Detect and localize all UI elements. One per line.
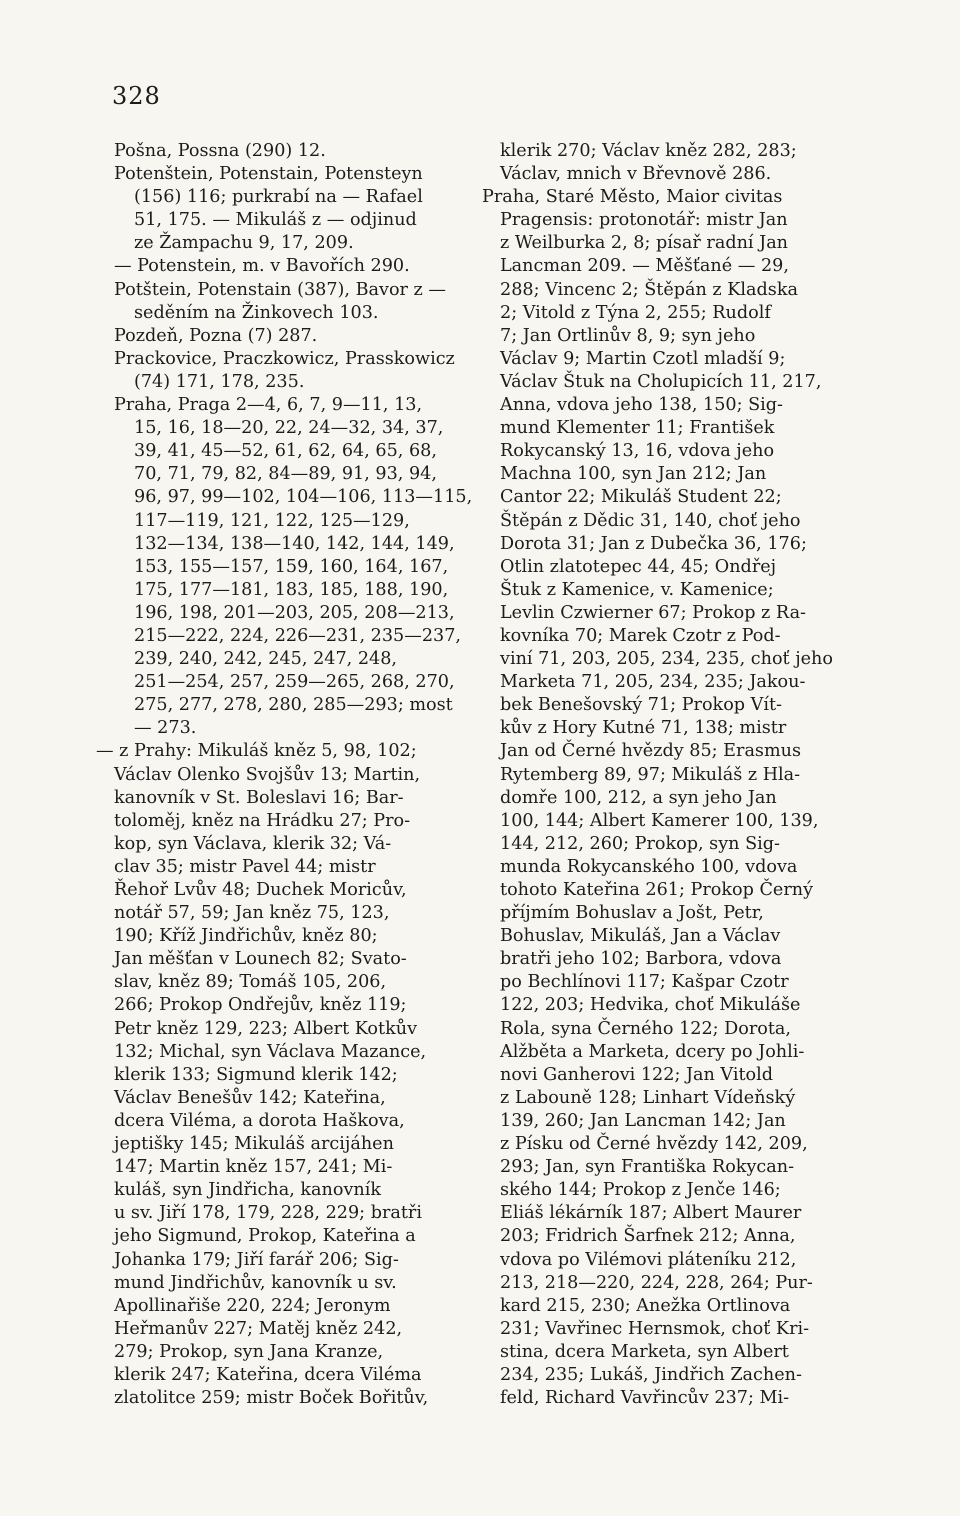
left-column-line: Jan měšťan v Lounech 82; Svato- xyxy=(114,949,407,970)
left-column-line: u sv. Jiří 178, 179, 228, 229; bratři xyxy=(114,1203,422,1224)
left-column-line: mund Jindřichův, kanovník u sv. xyxy=(114,1272,397,1293)
right-column-line: domře 100, 212, a syn jeho Jan xyxy=(500,787,777,808)
left-column-line: 132; Michal, syn Václava Mazance, xyxy=(114,1041,427,1062)
right-column-line: Anna, vdova jeho 138, 150; Sig- xyxy=(500,395,783,416)
right-column-line: kard 215, 230; Anežka Ortlinova xyxy=(500,1295,791,1316)
right-column-line: Rytemberg 89, 97; Mikuláš z Hla- xyxy=(500,764,801,785)
left-column-line: Petr kněz 129, 223; Albert Kotkův xyxy=(114,1018,418,1039)
left-column-line: notář 57, 59; Jan kněz 75, 123, xyxy=(114,903,390,924)
left-column xyxy=(96,140,473,1410)
left-column-line: — z Prahy: Mikuláš kněz 5, 98, 102; xyxy=(96,741,417,762)
left-column-line: Potštein, Potenstain (387), Bavor z — xyxy=(114,279,447,300)
right-column-line: Praha, Staré Město, Maior civitas xyxy=(482,187,783,208)
right-column-line: 293; Jan, syn Františka Rokycan- xyxy=(500,1157,795,1178)
right-column-line: mund Klementer 11; František xyxy=(500,418,775,439)
left-column-line: 239, 240, 242, 245, 247, 248, xyxy=(134,649,398,670)
right-column-line: Václav, mnich v Břevnově 286. xyxy=(500,164,772,185)
right-column-line: klerik 270; Václav kněz 282, 283; xyxy=(500,141,797,161)
left-column-line: 39, 41, 45—52, 61, 62, 64, 65, 68, xyxy=(134,441,437,462)
right-column-line: vdova po Vilémovi pláteníku 212, xyxy=(500,1249,797,1270)
left-column-line: Václav Olenko Svojšův 13; Martin, xyxy=(114,764,421,785)
left-column-line: kanovník v St. Boleslavi 16; Bar- xyxy=(114,787,404,808)
right-column-line: feld, Richard Vavřincův 237; Mi- xyxy=(500,1388,790,1409)
left-column-line: (156) 116; purkrabí na — Rafael xyxy=(134,187,423,208)
right-column-line: 144, 212, 260; Prokop, syn Sig- xyxy=(500,833,780,854)
left-column-line: 215—222, 224, 226—231, 235—237, xyxy=(134,625,461,646)
left-column-line: 196, 198, 201—203, 205, 208—213, xyxy=(134,602,455,623)
right-column-line: Václav 9; Martin Czotl mladší 9; xyxy=(500,348,786,369)
left-column-line: toloměj, kněz na Hrádku 27; Pro- xyxy=(114,810,411,831)
left-column-line: klerik 133; Sigmund klerik 142; xyxy=(114,1064,398,1085)
right-column-line: Marketa 71, 205, 234, 235; Jakou- xyxy=(500,672,806,693)
left-column-line: Apollinařiše 220, 224; Jeronym xyxy=(114,1295,391,1316)
left-column-line: Prackovice, Praczkowicz, Prasskowicz xyxy=(114,348,455,369)
right-column-line: 234, 235; Lukáš, Jindřich Zachen- xyxy=(500,1364,802,1385)
right-column-line: 231; Vavřinec Hernsmok, choť Kri- xyxy=(500,1318,810,1339)
left-column-line: 153, 155—157, 159, 160, 164, 167, xyxy=(134,556,449,577)
right-column-line: z Písku od Černé hvězdy 142, 209, xyxy=(500,1134,808,1155)
right-column-line: 100, 144; Albert Kamerer 100, 139, xyxy=(500,810,819,831)
left-column-line: jeptišky 145; Mikuláš arcijáhen xyxy=(114,1134,394,1155)
right-column-line: 122, 203; Hedvika, choť Mikuláše xyxy=(500,995,801,1016)
left-column-line: kop, syn Václava, klerik 32; Vá- xyxy=(114,833,392,854)
left-column-line: Johanka 179; Jiří farář 206; Sig- xyxy=(114,1249,399,1270)
right-column-line: 139, 260; Jan Lancman 142; Jan xyxy=(500,1110,786,1131)
left-column-line: 279; Prokop, syn Jana Kranze, xyxy=(114,1341,384,1362)
left-column-line: kuláš, syn Jindřicha, kanovník xyxy=(114,1180,382,1201)
right-column-line: viní 71, 203, 205, 234, 235, choť jeho xyxy=(500,649,833,670)
right-column-line: 213, 218—220, 224, 228, 264; Pur- xyxy=(500,1272,813,1293)
left-column-line: klerik 247; Kateřina, dcera Viléma xyxy=(114,1364,422,1385)
right-column-line: po Bechlínovi 117; Kašpar Czotr xyxy=(500,972,789,993)
right-column-line: Otlin zlatotepec 44, 45; Ondřej xyxy=(500,556,777,577)
right-column-line: příjmím Bohuslav a Jošt, Petr, xyxy=(500,903,764,924)
left-column-line: 147; Martin kněz 157, 241; Mi- xyxy=(114,1157,393,1178)
left-column-line: Pozdeň, Pozna (7) 287. xyxy=(114,325,318,346)
right-column-line: Štuk z Kamenice, v. Kamenice; xyxy=(500,579,774,600)
right-column-line: Bohuslav, Mikuláš, Jan a Václav xyxy=(500,926,781,947)
right-column-line: munda Rokycanského 100, vdova xyxy=(500,856,798,877)
left-column-line: Potenštein, Potenstain, Potensteyn xyxy=(114,164,423,185)
right-column-line: Pragensis: protonotář: mistr Jan xyxy=(500,210,788,231)
right-column-line: Cantor 22; Mikuláš Student 22; xyxy=(500,487,782,508)
right-column-line: Dorota 31; Jan z Dubečka 36, 176; xyxy=(500,533,807,554)
left-column-line: 70, 71, 79, 82, 84—89, 91, 93, 94, xyxy=(134,464,437,485)
left-column-line: — Potenstein, m. v Bavořích 290. xyxy=(114,256,410,277)
right-column-line: z Weilburka 2, 8; písař radní Jan xyxy=(500,233,789,254)
right-column-line: tohoto Kateřina 261; Prokop Černý xyxy=(500,880,814,900)
right-column-line: kův z Hory Kutné 71, 138; mistr xyxy=(500,718,787,739)
left-column-line: 175, 177—181, 183, 185, 188, 190, xyxy=(134,579,449,600)
left-column-line: — 273. xyxy=(134,718,197,739)
right-column-line: z Labouně 128; Linhart Vídeňský xyxy=(500,1087,796,1108)
right-column-line: bek Benešovský 71; Prokop Vít- xyxy=(500,695,782,716)
right-column-line: Jan od Černé hvězdy 85; Erasmus xyxy=(500,741,802,762)
right-column-line: 2; Vitold z Týna 2, 255; Rudolf xyxy=(500,302,771,323)
right-column-line: Machna 100, syn Jan 212; Jan xyxy=(500,464,767,485)
right-column-line: novi Ganherovi 122; Jan Vitold xyxy=(500,1064,774,1085)
right-column-line: kovníka 70; Marek Czotr z Pod- xyxy=(500,625,781,646)
left-column-line: Řehoř Lvův 48; Duchek Moricův, xyxy=(114,880,407,900)
right-column-line: Alžběta a Marketa, dcery po Johli- xyxy=(500,1041,805,1062)
left-column-line: Heřmanův 227; Matěj kněz 242, xyxy=(114,1318,403,1339)
left-column-line: 15, 16, 18—20, 22, 24—32, 34, 37, xyxy=(134,418,444,439)
left-column-line: Praha, Praga 2—4, 6, 7, 9—11, 13, xyxy=(114,395,423,416)
left-column-line: clav 35; mistr Pavel 44; mistr xyxy=(114,856,376,877)
right-column-line: Levlin Czwierner 67; Prokop z Ra- xyxy=(500,602,807,623)
left-column-line: Václav Benešův 142; Kateřina, xyxy=(114,1087,386,1108)
right-column-line: Rola, syna Černého 122; Dorota, xyxy=(500,1018,792,1039)
right-column-line: ského 144; Prokop z Jenče 146; xyxy=(500,1180,781,1201)
right-column-line: bratři jeho 102; Barbora, vdova xyxy=(500,949,782,970)
left-column-line: 132—134, 138—140, 142, 144, 149, xyxy=(134,533,455,554)
left-column-line: ze Žampachu 9, 17, 209. xyxy=(134,233,354,254)
left-column-line: 117—119, 121, 122, 125—129, xyxy=(134,510,410,531)
left-column-line: dcera Viléma, a dorota Haškova, xyxy=(114,1110,405,1131)
left-column-line: (74) 171, 178, 235. xyxy=(134,371,305,392)
right-column-line: Rokycanský 13, 16, vdova jeho xyxy=(500,441,775,462)
left-column-line: 275, 277, 278, 280, 285—293; most xyxy=(134,695,453,716)
left-column-line: 51, 175. — Mikuláš z — odjinud xyxy=(134,210,417,231)
left-column-line: jeho Sigmund, Prokop, Kateřina a xyxy=(114,1226,416,1247)
right-column xyxy=(482,140,833,1410)
left-column-line: 190; Kříž Jindřichův, kněz 80; xyxy=(114,926,378,947)
right-column-line: Štěpán z Dědic 31, 140, choť jeho xyxy=(500,510,801,531)
right-column-line: 203; Fridrich Šarfnek 212; Anna, xyxy=(500,1226,796,1247)
left-column-line: zlatolitce 259; mistr Boček Bořitův, xyxy=(114,1388,429,1409)
left-column-line: seděním na Žinkovech 103. xyxy=(134,302,379,323)
page-number: 328 xyxy=(112,82,161,110)
right-column-line: 7; Jan Ortlinův 8, 9; syn jeho xyxy=(500,325,756,346)
left-column-line: 266; Prokop Ondřejův, kněz 119; xyxy=(114,995,407,1016)
right-column-line: Eliáš lékárník 187; Albert Maurer xyxy=(500,1203,802,1224)
left-column-line: Pošna, Possna (290) 12. xyxy=(114,141,326,161)
right-column-line: 288; Vincenc 2; Štěpán z Kladska xyxy=(500,279,798,300)
right-column-line: Lancman 209. — Měšťané — 29, xyxy=(500,256,789,277)
right-column-line: stina, dcera Marketa, syn Albert xyxy=(500,1341,789,1362)
left-column-line: slav, kněz 89; Tomáš 105, 206, xyxy=(114,972,387,993)
right-column-line: Václav Štuk na Cholupicích 11, 217, xyxy=(500,371,822,392)
left-column-line: 251—254, 257, 259—265, 268, 270, xyxy=(134,672,455,693)
left-column-line: 96, 97, 99—102, 104—106, 113—115, xyxy=(134,487,473,508)
